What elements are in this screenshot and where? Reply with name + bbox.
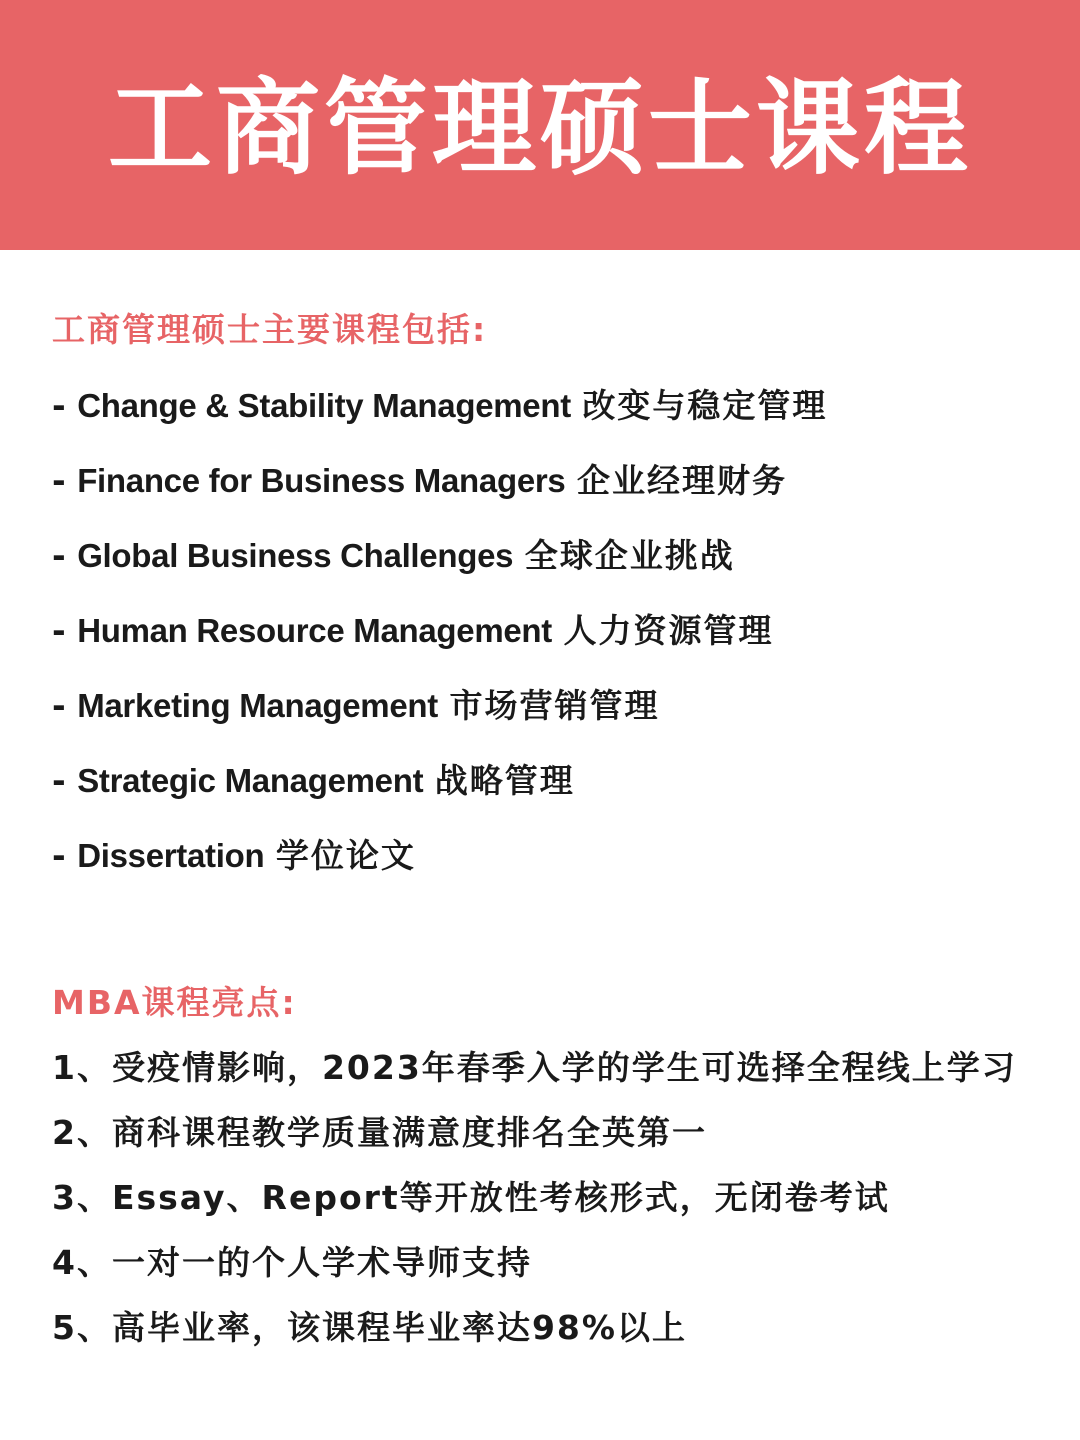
course-name-en: Dissertation xyxy=(77,837,265,874)
course-name-en: Change & Stability Management xyxy=(77,387,571,424)
list-item xyxy=(52,536,1052,611)
page-title: 工商管理硕士课程 xyxy=(107,67,972,189)
list-item xyxy=(52,761,1052,836)
bullet: - xyxy=(52,611,78,650)
list-item xyxy=(52,386,1052,461)
list-item: 4、一对一的个人学术导师支持 xyxy=(52,1243,532,1282)
courses-heading: 工商管理硕士主要课程包括: xyxy=(52,310,488,349)
list-item xyxy=(52,461,1052,536)
list-item: 3、Essay、Report等开放性考核形式，无闭卷考试 xyxy=(52,1178,890,1217)
list-item xyxy=(52,611,1052,686)
bullet: - xyxy=(52,836,78,875)
course-name-zh: 学位论文 xyxy=(275,836,416,875)
highlights-heading: MBA课程亮点: xyxy=(52,983,297,1022)
bullet: - xyxy=(52,761,78,800)
course-name-zh: 全球企业挑战 xyxy=(524,536,735,575)
course-name-zh: 市场营销管理 xyxy=(449,686,660,725)
list-item: 5、高毕业率，该课程毕业率达98%以上 xyxy=(52,1308,687,1347)
list-item xyxy=(52,836,1052,911)
bullet: - xyxy=(52,536,78,575)
list-item: 1、受疫情影响，2023年春季入学的学生可选择全程线上学习 xyxy=(52,1048,1017,1087)
title-banner xyxy=(0,0,1080,250)
course-name-zh: 企业经理财务 xyxy=(576,461,787,500)
course-name-en: Global Business Challenges xyxy=(77,537,514,574)
bullet: - xyxy=(52,686,78,725)
course-name-zh: 战略管理 xyxy=(434,761,575,800)
course-name-zh: 人力资源管理 xyxy=(563,611,774,650)
course-name-en: Strategic Management xyxy=(77,762,424,799)
bullet: - xyxy=(52,461,78,500)
list-item: 2、商科课程教学质量满意度排名全英第一 xyxy=(52,1113,707,1152)
list-item xyxy=(52,686,1052,761)
highlight-list xyxy=(52,1044,1042,1369)
bullet: - xyxy=(52,386,78,425)
course-name-en: Human Resource Management xyxy=(77,612,552,649)
course-name-zh: 改变与稳定管理 xyxy=(582,386,828,425)
course-name-en: Marketing Management xyxy=(77,687,438,724)
course-name-en: Finance for Business Managers xyxy=(77,462,566,499)
course-list xyxy=(52,386,1052,911)
